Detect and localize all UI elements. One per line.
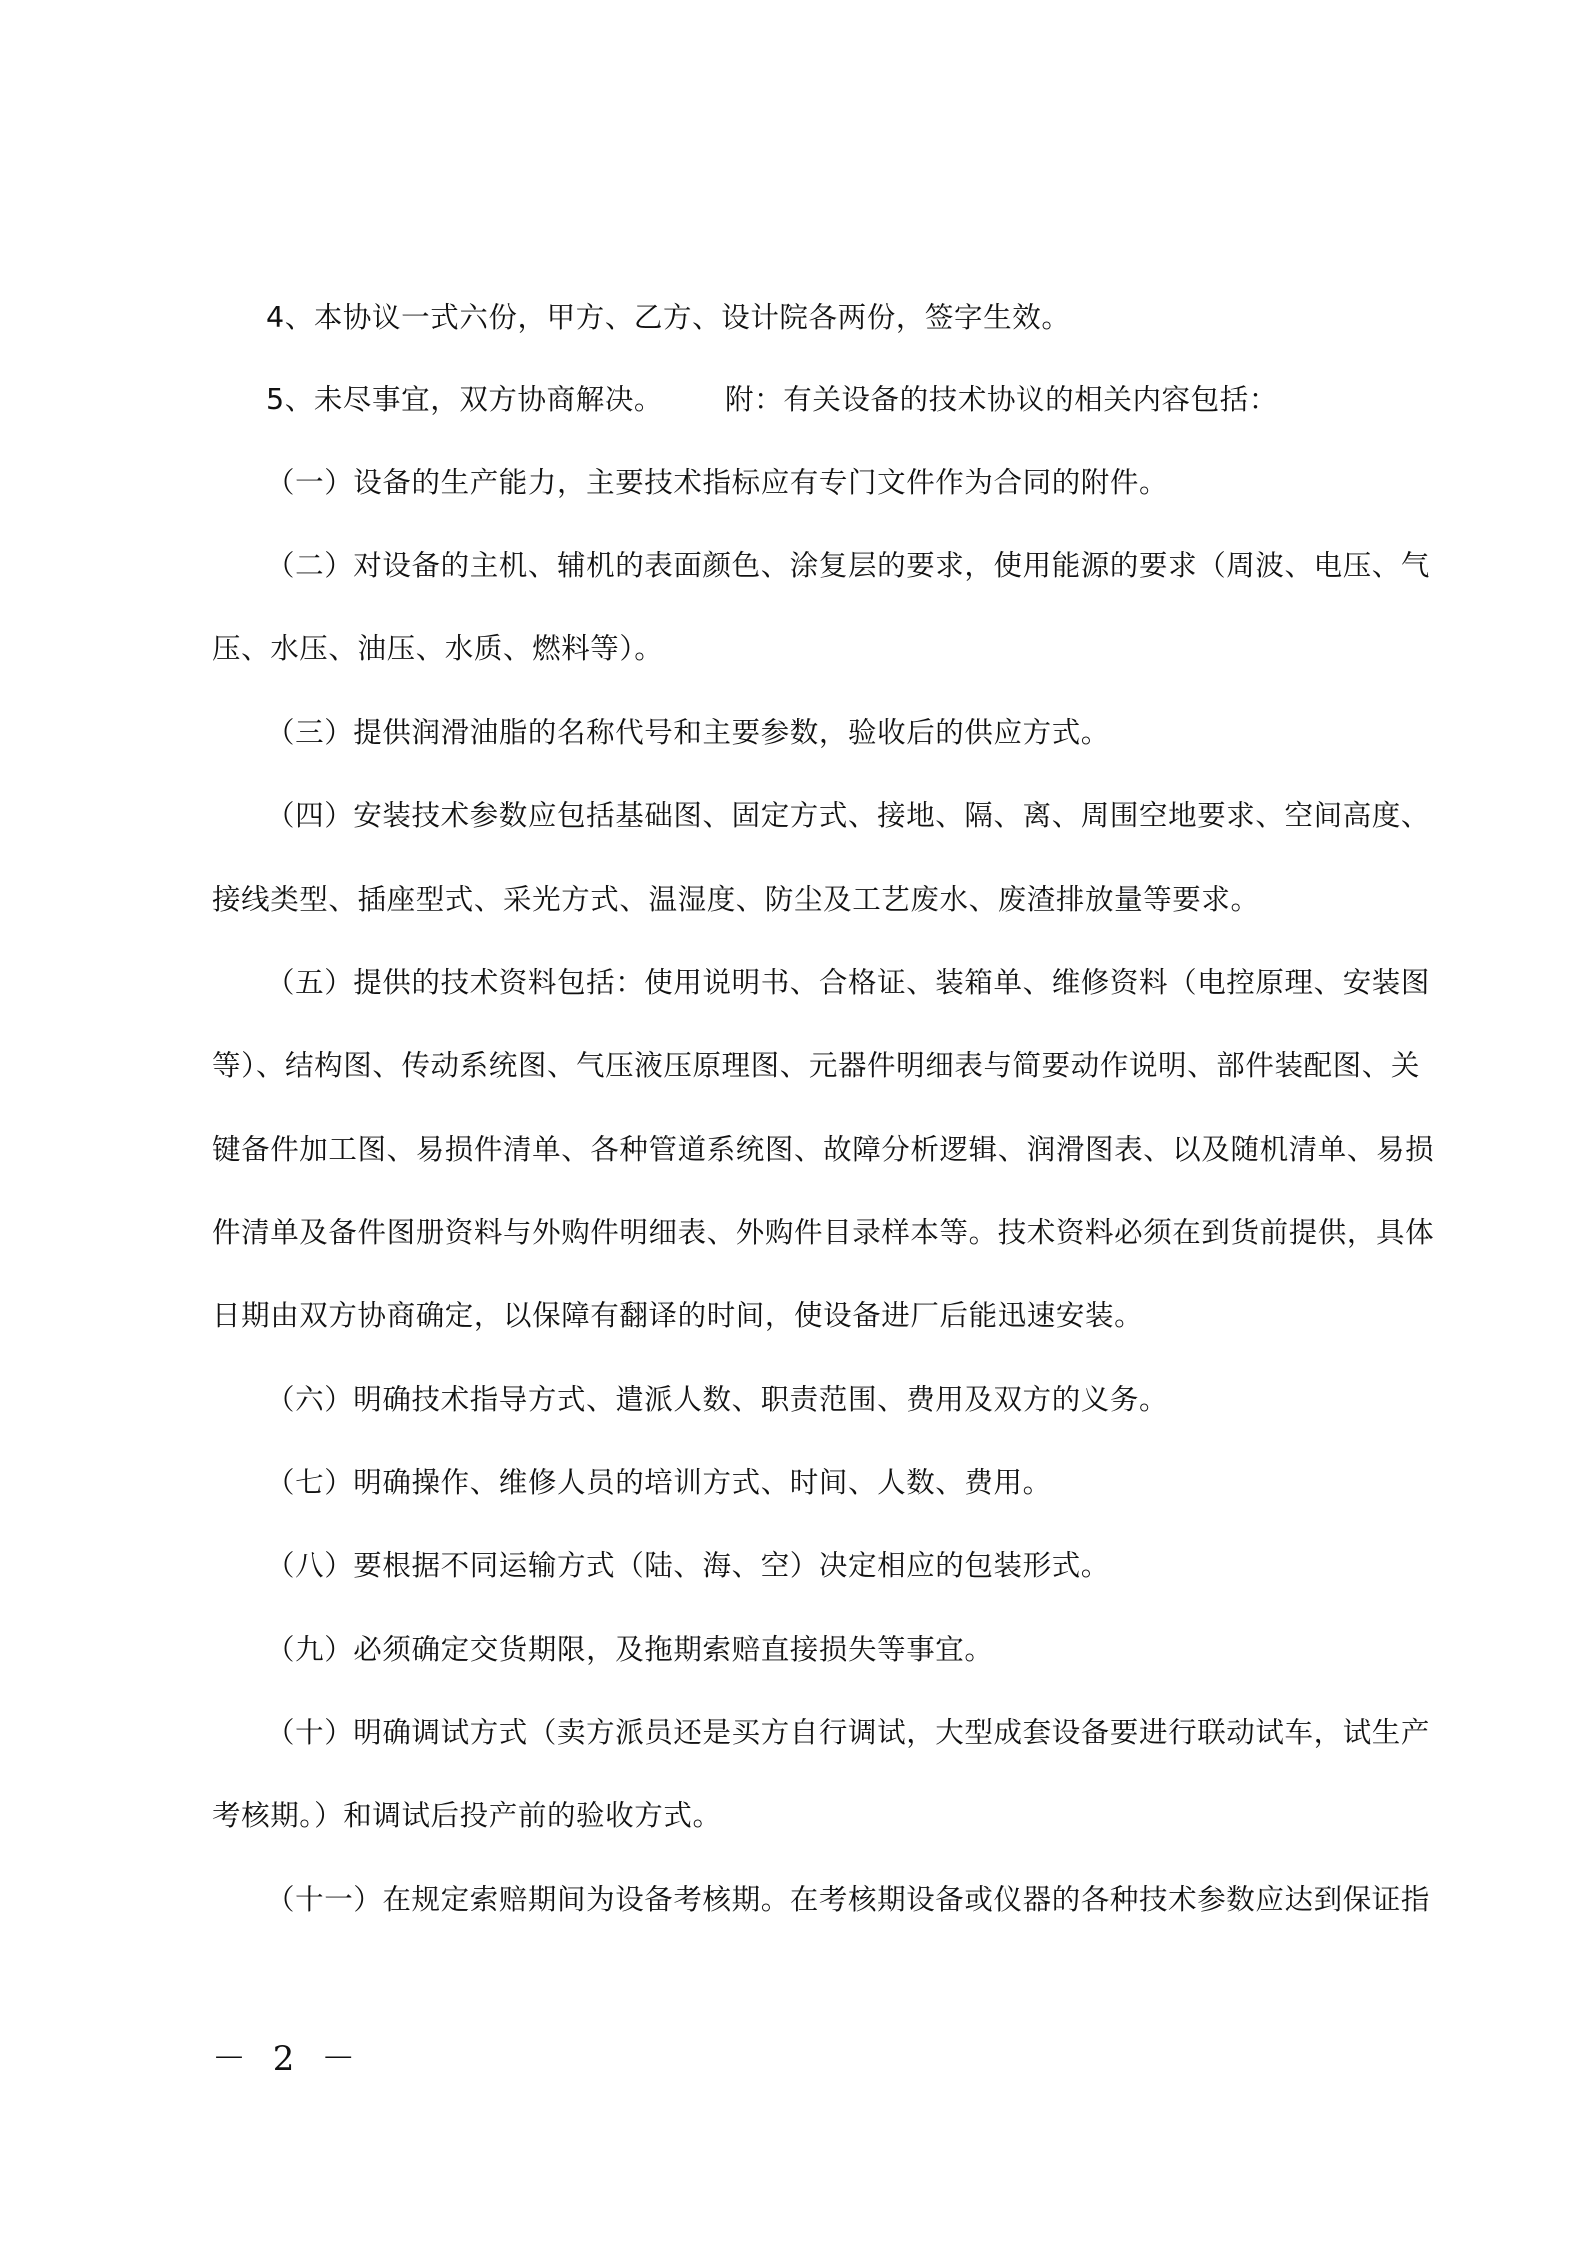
attachment-heading: 附：有关设备的技术协议的相关内容包括： xyxy=(725,383,1278,416)
item-10-text-2: 考核期。）和调试后投产前的验收方式。 xyxy=(212,1799,722,1832)
item-5-text-1: （五）提供的技术资料包括：使用说明书、合格证、装箱单、维修资料（电控原理、安装图 xyxy=(266,966,1431,999)
item-9-text: （九）必须确定交货期限，及拖期索赔直接损失等事宜。 xyxy=(266,1633,994,1666)
clause-4 xyxy=(266,298,1392,338)
item-10-line-2 xyxy=(212,1796,1392,1836)
item-2-line-2 xyxy=(212,629,1392,669)
item-8-text: （八）要根据不同运输方式（陆、海、空）决定相应的包装形式。 xyxy=(266,1549,1110,1582)
item-4-line-2 xyxy=(212,880,1392,920)
item-10-text-1: （十）明确调试方式（卖方派员还是买方自行调试，大型成套设备要进行联动试车，试生产 xyxy=(266,1716,1431,1749)
item-6-text: （六）明确技术指导方式、遣派人数、职责范围、费用及双方的义务。 xyxy=(266,1383,1169,1416)
item-5-line-2 xyxy=(212,1046,1420,1086)
item-9 xyxy=(266,1630,1392,1670)
item-4-text-2: 接线类型、插座型式、采光方式、温湿度、防尘及工艺废水、废渣排放量等要求。 xyxy=(212,883,1260,916)
item-11-text-1: （十一）在规定索赔期间为设备考核期。在考核期设备或仪器的各种技术参数应达到保证指 xyxy=(266,1883,1431,1916)
item-5-text-5: 日期由双方协商确定，以保障有翻译的时间，使设备进厂后能迅速安装。 xyxy=(212,1299,1144,1332)
item-4-text-1: （四）安装技术参数应包括基础图、固定方式、接地、隔、离、周围空地要求、空间高度、 xyxy=(266,799,1431,832)
item-7 xyxy=(266,1463,1392,1503)
item-5-text-4: 件清单及备件图册资料与外购件明细表、外购件目录样本等。技术资料必须在到货前提供，具体 xyxy=(212,1216,1435,1249)
item-2-text-2: 压、水压、油压、水质、燃料等）。 xyxy=(212,632,664,665)
item-5-line-4 xyxy=(212,1213,1435,1253)
item-5-line-3 xyxy=(212,1130,1435,1170)
item-1 xyxy=(266,463,1392,503)
item-2-text-1: （二）对设备的主机、辅机的表面颜色、涂复层的要求，使用能源的要求（周波、电压、气 xyxy=(266,549,1431,582)
item-4-line-1 xyxy=(266,796,1431,836)
item-5-line-1 xyxy=(266,963,1431,1003)
item-8 xyxy=(266,1546,1392,1586)
item-6 xyxy=(266,1380,1392,1420)
item-5-text-2: 等）、结构图、传动系统图、气压液压原理图、元器件明细表与简要动作说明、部件装配图、关 xyxy=(212,1049,1420,1082)
page-number: － 2 － xyxy=(212,2039,364,2079)
item-5-line-5 xyxy=(212,1296,1392,1336)
item-2-line-1 xyxy=(266,546,1431,586)
item-3 xyxy=(266,713,1392,753)
item-7-text: （七）明确操作、维修人员的培训方式、时间、人数、费用。 xyxy=(266,1466,1052,1499)
item-10-line-1 xyxy=(266,1713,1431,1753)
item-11-line-1 xyxy=(266,1880,1431,1920)
item-1-text: （一）设备的生产能力，主要技术指标应有专门文件作为合同的附件。 xyxy=(266,466,1169,499)
clause-5 xyxy=(266,380,1392,420)
clause-5-text: 5、未尽事宜，双方协商解决。 xyxy=(266,383,664,416)
item-5-text-3: 键备件加工图、易损件清单、各种管道系统图、故障分析逻辑、润滑图表、以及随机清单、易损 xyxy=(212,1133,1435,1166)
clause-4-text: 4、本协议一式六份，甲方、乙方、设计院各两份，签字生效。 xyxy=(266,301,1071,334)
item-3-text: （三）提供润滑油脂的名称代号和主要参数，验收后的供应方式。 xyxy=(266,716,1110,749)
